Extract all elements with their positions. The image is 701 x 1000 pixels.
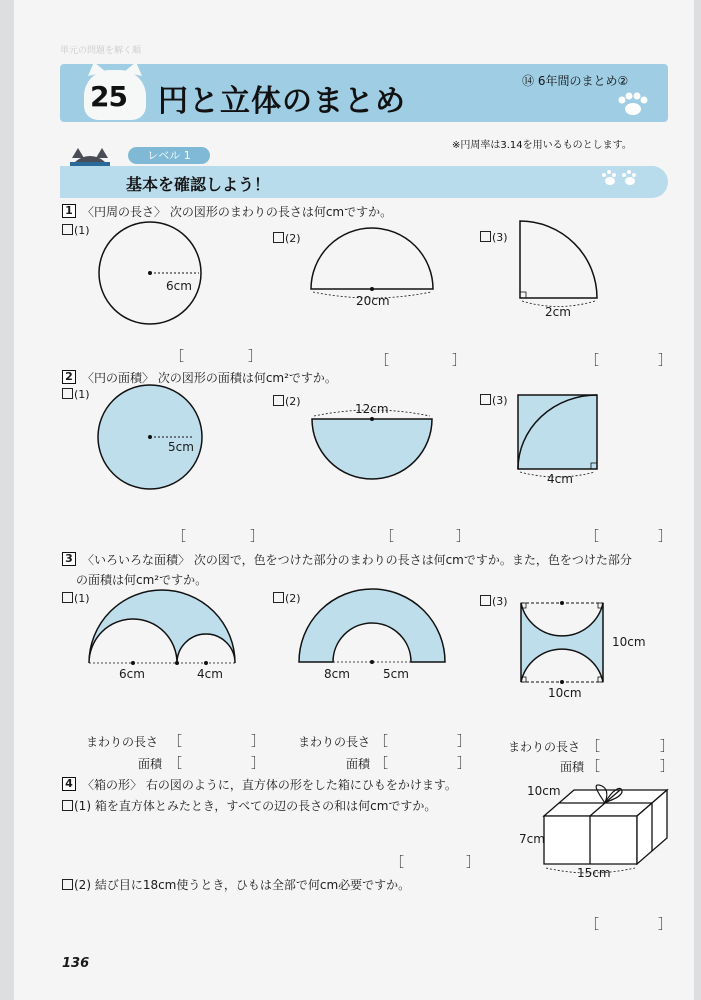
- answer-bracket-close: ］: [466, 855, 480, 871]
- box-height-label: 10cm: [527, 784, 561, 798]
- item-label: (2): [285, 592, 301, 605]
- q1-dim-1: 6cm: [166, 279, 192, 293]
- question-4-text: 〈箱の形〉 右の図のように，直方体の形をした箱にひもをかけます。: [82, 778, 457, 792]
- answer-bracket-close: ］: [452, 353, 466, 369]
- answer-bracket-open: ［: [374, 756, 388, 772]
- question-3-text-line2: の面積は何cm²ですか。: [76, 573, 208, 587]
- box-width-label: 15cm: [577, 866, 611, 880]
- section-heading: 基本を確認しよう！: [126, 175, 271, 194]
- item-label: (1): [74, 592, 90, 605]
- answer-bracket-close: ］: [658, 917, 672, 933]
- q1-dim-3: 2cm: [545, 305, 571, 319]
- perimeter-label-2: まわりの長さ: [298, 735, 371, 749]
- pi-note: ※円周率は3.14を用いるものとします。: [452, 140, 632, 151]
- answer-bracket-close: ］: [457, 734, 471, 750]
- lesson-number: 25: [90, 80, 127, 113]
- q2-dim-2: 12cm: [355, 402, 389, 416]
- q1-dim-2: 20cm: [356, 294, 390, 308]
- q3-dim-2a: 8cm: [324, 667, 350, 681]
- q4-item-1-text: (1) 箱を直方体とみたとき，すべての辺の長さの和は何cmですか。: [74, 799, 437, 813]
- answer-bracket-open: ［: [585, 529, 599, 545]
- q4-item-2-text: (2) 結び目に18cm使うとき，ひもは全部で何cm必要ですか。: [74, 878, 411, 892]
- answer-bracket-close: ］: [658, 353, 672, 369]
- q3-dim-3a: 10cm: [612, 635, 646, 649]
- answer-bracket-open: ［: [586, 739, 600, 755]
- question-2-text: 〈円の面積〉 次の図形の面積は何cm²ですか。: [82, 371, 337, 385]
- perimeter-label-3: まわりの長さ: [508, 740, 581, 754]
- answer-bracket-open: ［: [585, 917, 599, 933]
- area-label-3: 面積: [560, 760, 585, 774]
- question-number-1: 1: [62, 204, 76, 218]
- item-label: (2): [285, 232, 301, 245]
- item-label: (2): [285, 395, 301, 408]
- q2-dim-1: 5cm: [168, 440, 194, 454]
- answer-bracket-close: ］: [248, 349, 262, 365]
- perimeter-label-1: まわりの長さ: [86, 735, 159, 749]
- item-label: (3): [492, 394, 508, 407]
- answer-bracket-open: ［: [172, 529, 186, 545]
- answer-bracket-close: ］: [457, 756, 471, 772]
- answer-bracket-open: ［: [585, 353, 599, 369]
- answer-bracket-close: ］: [250, 529, 264, 545]
- answer-bracket-open: ［: [390, 855, 404, 871]
- q3-dim-1b: 4cm: [197, 667, 223, 681]
- answer-bracket-close: ］: [658, 529, 672, 545]
- area-label-2: 面積: [346, 757, 371, 771]
- q3-dim-1a: 6cm: [119, 667, 145, 681]
- answer-bracket-open: ［: [375, 353, 389, 369]
- q2-dim-3: 4cm: [547, 472, 573, 486]
- ghost-text: 単元の問題を解く順: [60, 46, 142, 56]
- box-depth-label: 7cm: [519, 832, 545, 846]
- answer-bracket-close: ］: [660, 759, 674, 775]
- answer-bracket-open: ［: [374, 734, 388, 750]
- item-label: (3): [492, 231, 508, 244]
- q3-dim-3b: 10cm: [548, 686, 582, 700]
- page-title: 円と立体のまとめ: [158, 84, 406, 119]
- answer-bracket-close: ］: [251, 756, 265, 772]
- q3-dim-2b: 5cm: [383, 667, 409, 681]
- item-label: (1): [74, 388, 90, 401]
- question-number-3: 3: [62, 552, 76, 566]
- question-number-4: 4: [62, 777, 76, 791]
- answer-bracket-open: ［: [380, 529, 394, 545]
- level-badge: レベル 1: [128, 147, 210, 164]
- question-1-text: 〈円周の長さ〉 次の図形のまわりの長さは何cmですか。: [82, 205, 393, 219]
- item-label: (3): [492, 595, 508, 608]
- page-number: 136: [62, 956, 90, 971]
- area-label-1: 面積: [138, 757, 163, 771]
- answer-bracket-close: ］: [456, 529, 470, 545]
- answer-bracket-open: ［: [170, 349, 184, 365]
- answer-bracket-open: ［: [168, 756, 182, 772]
- question-number-2: 2: [62, 370, 76, 384]
- answer-bracket-open: ［: [168, 734, 182, 750]
- answer-bracket-open: ［: [586, 759, 600, 775]
- answer-bracket-close: ］: [251, 734, 265, 750]
- answer-bracket-close: ］: [660, 739, 674, 755]
- unit-subtitle: ⑭ 6年間のまとめ②: [522, 74, 629, 88]
- question-3-text-line1: 〈いろいろな面積〉 次の図で，色をつけた部分のまわりの長さは何cmですか。また，色をつけた部分: [82, 553, 632, 567]
- item-label: (1): [74, 224, 90, 237]
